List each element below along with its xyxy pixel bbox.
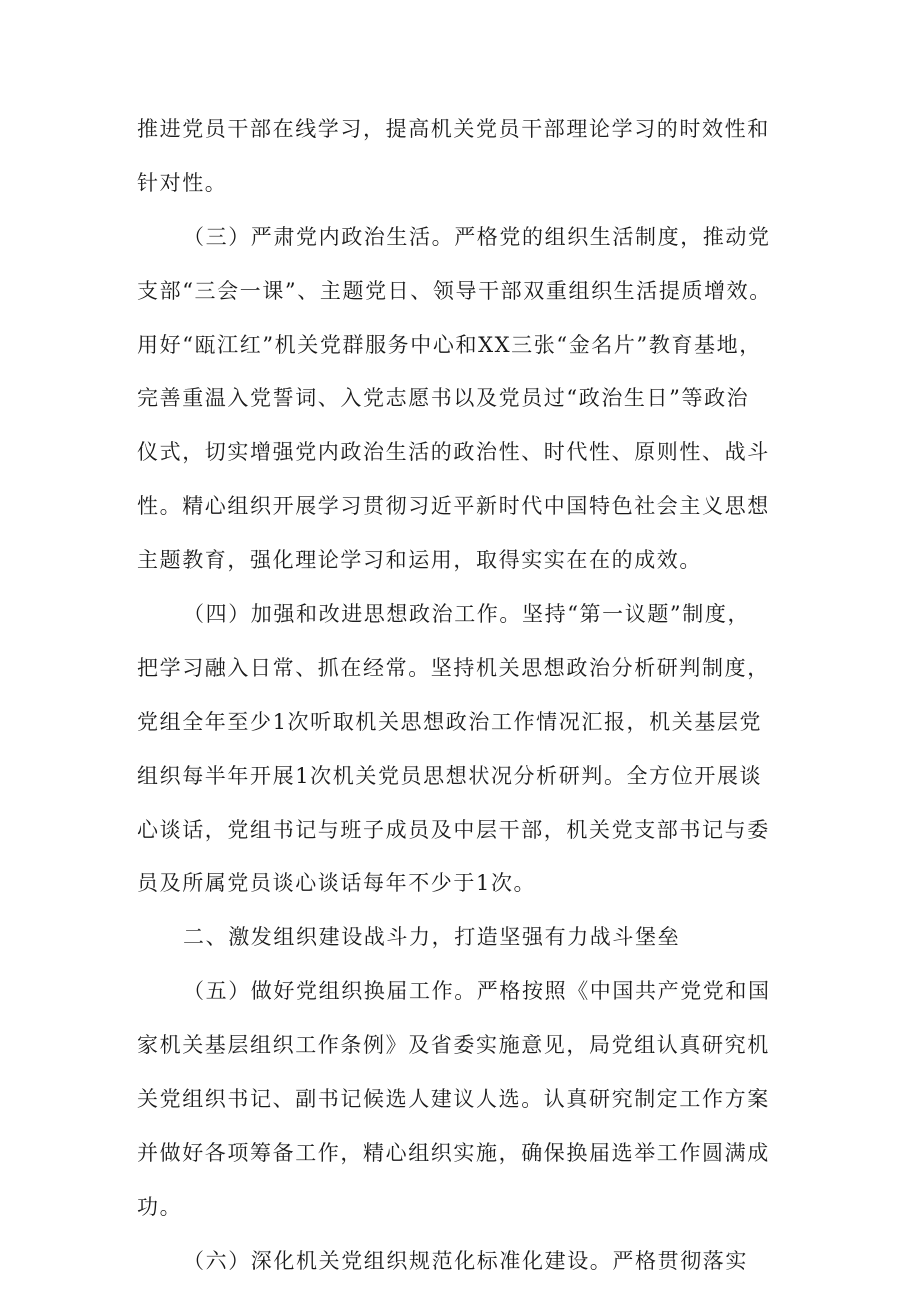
text-line: 支部“三会一课”、主题党日、领导干部双重组织生活提质增效。 <box>137 278 772 303</box>
text-line: 组织每半年开展1次机关党员思想状况分析研判。全方位开展谈 <box>137 763 763 788</box>
paragraph-start-line: （三）严肃党内政治生活。严格党的组织生活制度，推动党 <box>183 224 771 249</box>
text-line: 针对性。 <box>137 170 228 195</box>
text-line: 把学习融入日常、抓在经常。坚持机关思想政治分析研判制度， <box>137 655 770 680</box>
section-heading: 二、激发组织建设战斗力，打造坚强有力战斗堡垒 <box>183 925 681 950</box>
paragraph-start-line: （四）加强和改进思想政治工作。坚持“第一议题”制度， <box>183 602 751 627</box>
text-line: 用好“瓯江红”机关党群服务中心和XX三张“金名片”教育基地， <box>137 332 762 357</box>
text-line: 心谈话，党组书记与班子成员及中层干部，机关党支部书记与委 <box>137 817 770 842</box>
text-line: 家机关基层组织工作条例》及省委实施意见，局党组认真研究机 <box>137 1033 770 1058</box>
text-line: 仪式，切实增强党内政治生活的政治性、时代性、原则性、战斗 <box>137 440 770 465</box>
paragraph-start-line: （五）做好党组织换届工作。严格按照《中国共产党党和国 <box>183 979 771 1004</box>
text-line: 并做好各项筹备工作，精心组织实施，确保换届选举工作圆满成 <box>137 1140 770 1165</box>
text-line: 功。 <box>137 1194 183 1219</box>
text-line: 员及所属党员谈心谈话每年不少于1次。 <box>137 871 537 896</box>
text-line: 完善重温入党誓词、入党志愿书以及党员过“政治生日”等政治 <box>137 386 750 411</box>
text-line: 主题教育，强化理论学习和运用，取得实实在在的成效。 <box>137 548 702 573</box>
text-line: 关党组织书记、副书记候选人建议人选。认真研究制定工作方案 <box>137 1087 770 1112</box>
text-line: 推进党员干部在线学习，提高机关党员干部理论学习的时效性和 <box>137 117 770 141</box>
text-line: 党组全年至少1次听取机关思想政治工作情况汇报，机关基层党 <box>137 709 763 734</box>
text-line: 性。精心组织开展学习贯彻习近平新时代中国特色社会主义思想 <box>137 494 770 519</box>
paragraph-start-line: （六）深化机关党组织规范化标准化建设。严格贯彻落实 <box>183 1248 748 1273</box>
document-body <box>137 103 797 1289</box>
